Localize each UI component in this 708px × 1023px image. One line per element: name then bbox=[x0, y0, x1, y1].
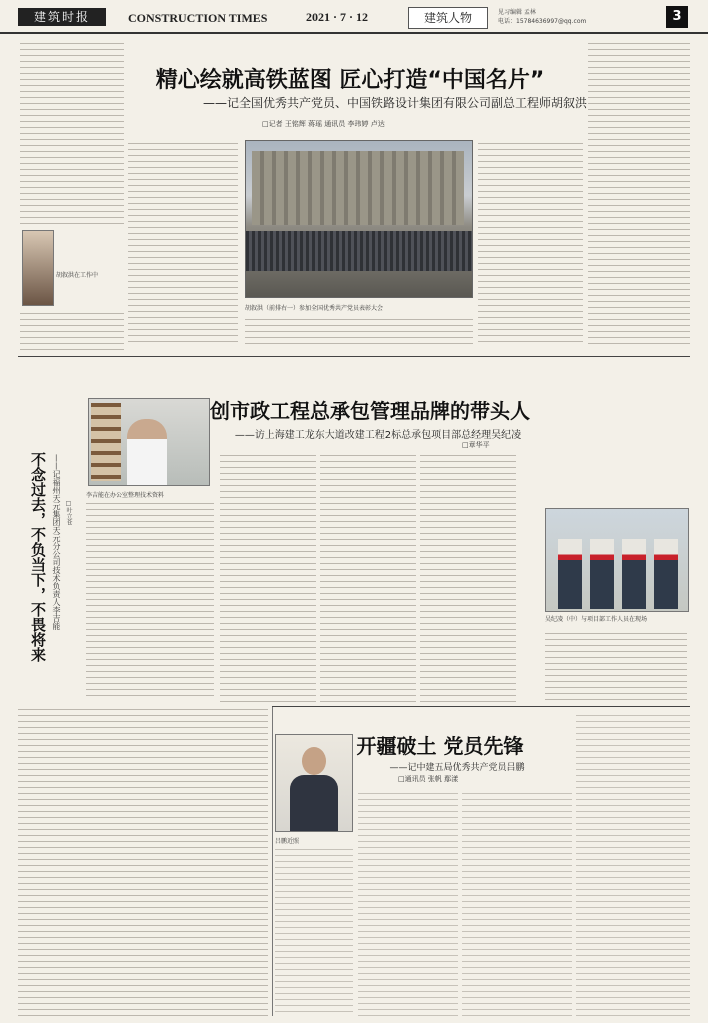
story2-headline: 创市政工程总承包管理品牌的带头人 bbox=[210, 399, 530, 423]
story4-text-col3 bbox=[462, 790, 572, 1016]
column-divider bbox=[272, 706, 273, 1016]
section-title: 建筑人物 bbox=[408, 7, 488, 29]
story3-photo-caption: 李吉能在办公室整理技术资料 bbox=[86, 492, 165, 499]
story4-text-col4 bbox=[576, 712, 690, 1016]
story3-vertical-byline: □叶立苍 bbox=[65, 500, 72, 525]
story2-byline: □章华平 bbox=[462, 441, 490, 449]
story2-text-col2 bbox=[320, 452, 416, 702]
story3-photo bbox=[88, 398, 210, 486]
bookshelf bbox=[91, 403, 121, 481]
person bbox=[127, 419, 167, 485]
story1-headline: 精心绘就高铁蓝图 匠心打造“中国名片” bbox=[155, 68, 545, 93]
paper-name: CONSTRUCTION TIMES bbox=[128, 11, 268, 25]
story2-photo bbox=[545, 508, 689, 612]
story4-subtitle: ——记中建五局优秀共产党员吕鹏 bbox=[389, 763, 525, 773]
story3-text-lower bbox=[18, 706, 268, 1016]
story1-text-col1 bbox=[20, 40, 124, 225]
editor-info bbox=[498, 8, 586, 26]
story1-photo bbox=[245, 140, 473, 298]
worker bbox=[622, 539, 646, 609]
page-number: 3 bbox=[666, 6, 688, 28]
story3-vertical-subtitle: ——记福州天元集团天元分公司技术负责人李吉能 bbox=[52, 454, 61, 630]
story1-byline: □记者 王铭辉 蒋瑶 通讯员 李玮婷 卢达 bbox=[262, 120, 385, 128]
story4-photo-caption: 吕鹏近照 bbox=[275, 838, 300, 845]
issue-date: 2021 · 7 · 12 bbox=[306, 10, 369, 24]
story3-vertical-title: 不念过去，不负当下，不畏将来 bbox=[29, 452, 47, 662]
story4-text-col1 bbox=[275, 846, 353, 1016]
story2-text-col1 bbox=[220, 452, 316, 702]
story2-subtitle: ——访上海建工龙东大道改建工程2标总承包项目部总经理吴纪凌 bbox=[234, 430, 522, 441]
editor-contact: 电话：15784636997@qq.com bbox=[498, 18, 587, 25]
hall-building bbox=[252, 151, 464, 225]
worker bbox=[590, 539, 614, 609]
story1-text-col5 bbox=[588, 40, 690, 346]
crowd bbox=[246, 231, 472, 271]
story1-portrait-caption: 胡叙洪在工作中 bbox=[56, 272, 99, 279]
editor-name: 见习编辑 孟林 bbox=[498, 9, 536, 16]
suit bbox=[290, 775, 338, 831]
story1-photo-caption: 胡叙洪（前排右一）参加全国优秀共产党员表彰大会 bbox=[245, 305, 384, 312]
story-divider-2 bbox=[272, 706, 690, 707]
story4-text-col2 bbox=[358, 790, 458, 1016]
story4-headline: 开疆破土 党员先锋 bbox=[356, 734, 524, 758]
story2-text-col3 bbox=[420, 452, 516, 702]
face bbox=[302, 747, 326, 775]
masthead bbox=[0, 0, 708, 34]
worker bbox=[558, 539, 582, 609]
story1-text-col2 bbox=[128, 140, 238, 346]
story1-text-col4 bbox=[478, 140, 583, 346]
masthead-logo: 建筑时报 bbox=[18, 8, 106, 26]
story1-text-under-photo bbox=[245, 316, 473, 346]
story2-photo-caption: 吴纪凌（中）与项目部工作人员在现场 bbox=[545, 616, 648, 623]
story4-byline: □通讯员 张帆 鄢漾 bbox=[398, 775, 459, 783]
story-divider-1 bbox=[18, 356, 690, 357]
story2-text-col4 bbox=[545, 630, 687, 702]
story3-text-col1 bbox=[86, 500, 214, 700]
story1-text-col1-lower bbox=[20, 310, 124, 350]
story1-portrait bbox=[22, 230, 54, 306]
story1-subtitle: ——记全国优秀共产党员、中国铁路设计集团有限公司副总工程师胡叙洪 bbox=[202, 96, 587, 110]
story4-photo bbox=[275, 734, 353, 832]
worker bbox=[654, 539, 678, 609]
